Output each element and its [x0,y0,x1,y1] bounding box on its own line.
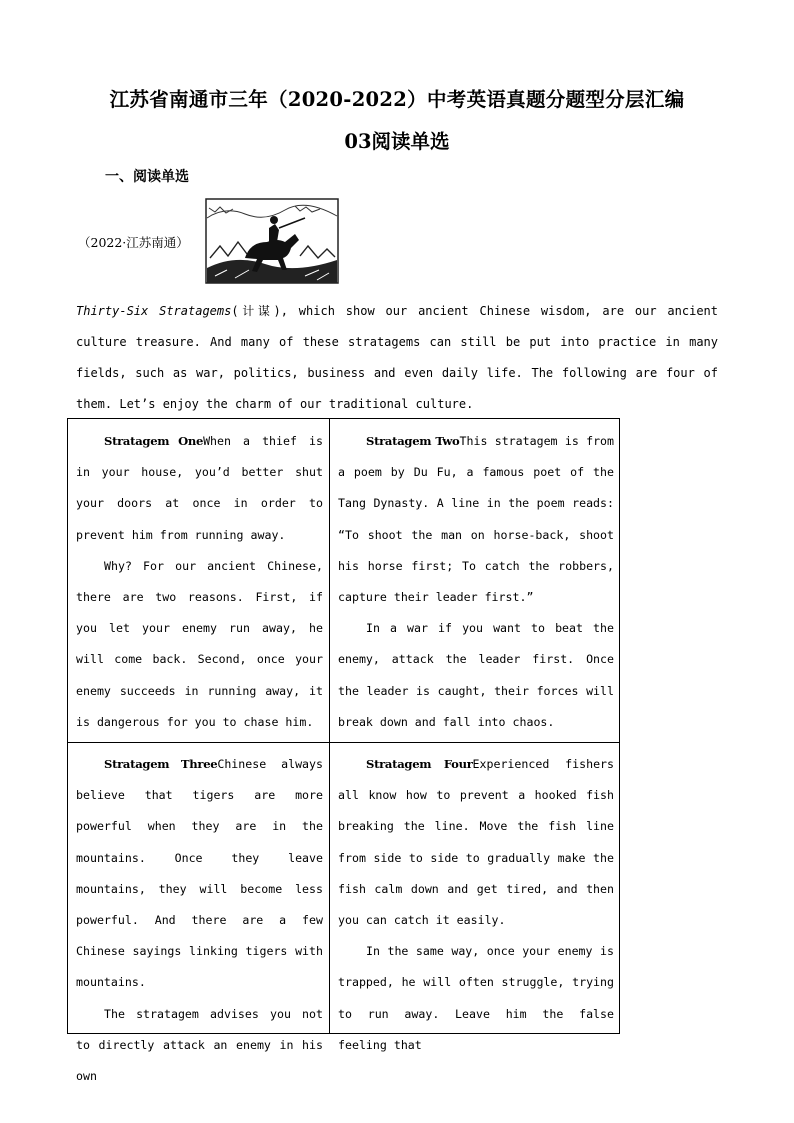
page-title: 江苏省南通市三年（2020-2022）中考英语真题分题型分层汇编 [109,88,685,111]
stratagem-three-heading: Stratagem Three [104,757,218,771]
stratagem-one-cell [76,426,323,738]
stratagem-two-cell [338,426,614,738]
stratagem-two-paragraph-2: In a war if you want to beat the enemy, attack the leader first. Once the leader is caught, their forces will break down and fall into chaos. [338,621,614,729]
intro-text: (计谋), which show our ancient Chinese wisdom, are our ancient culture treasure. And many of these stratagems can still be put into practice in many fields, such as war, politics, business and even daily life. The following are four of them. Let’s enjoy the charm of our traditional culture. [76,304,719,411]
stratagem-four-paragraph-2: In the same way, once your enemy is trapped, he will often struggle, trying to run away. Leave him the false feeling that [338,944,614,1052]
question-source: （2022·江苏南通） [78,235,189,250]
stratagem-four-heading: Stratagem Four [366,757,473,771]
stratagem-three-text: Chinese always believe that tigers are more powerful when they are in the mountains. Once they leave mountains, they will become less powerful. And there are a few Chinese sayings linking tigers with mountains. [76,757,323,990]
page-subtitle: 03阅读单选 [344,130,450,153]
stratagem-three-paragraph-2: The stratagem advises you not to directly attack an enemy in his own [76,1006,323,1084]
intro-paragraph [76,296,718,420]
stratagem-three-cell [76,749,323,1092]
stratagem-two-text: This stratagem is from a poem by Du Fu, a famous poet of the Tang Dynasty. A line in the poem reads: “To shoot the man on horse-back, shoot his horse first; To catch the robbers, capture their leader first.” [338,434,615,605]
stratagem-two-heading: Stratagem Two [366,434,460,448]
stratagem-four-text: Experienced fishers all know how to prevent a hooked fish breaking the line. Move the fish line from side to side to gradually make the fish calm down and get tired, and then you can catch it easily. [338,757,615,928]
stratagem-one-heading: Stratagem One [104,434,204,448]
table-divider-horizontal [67,742,620,743]
stratagem-one-text: When a thief is in your house, you’d better shut your doors at once in order to prevent him from running away. [76,434,323,542]
stratagem-one-paragraph-2: Why? For our ancient Chinese, there are two reasons. First, if you let your enemy run away, he will come back. Second, once your enemy succeeds in running away, it is dangerous for you to chase him. [76,558,323,729]
stratagem-four-cell [338,749,614,1061]
section-heading: 一、阅读单选 [105,169,189,185]
table-divider-vertical [329,418,330,1034]
intro-title-italic: Thirty-Six Stratagems [76,304,232,318]
horseman-illustration [205,198,339,284]
